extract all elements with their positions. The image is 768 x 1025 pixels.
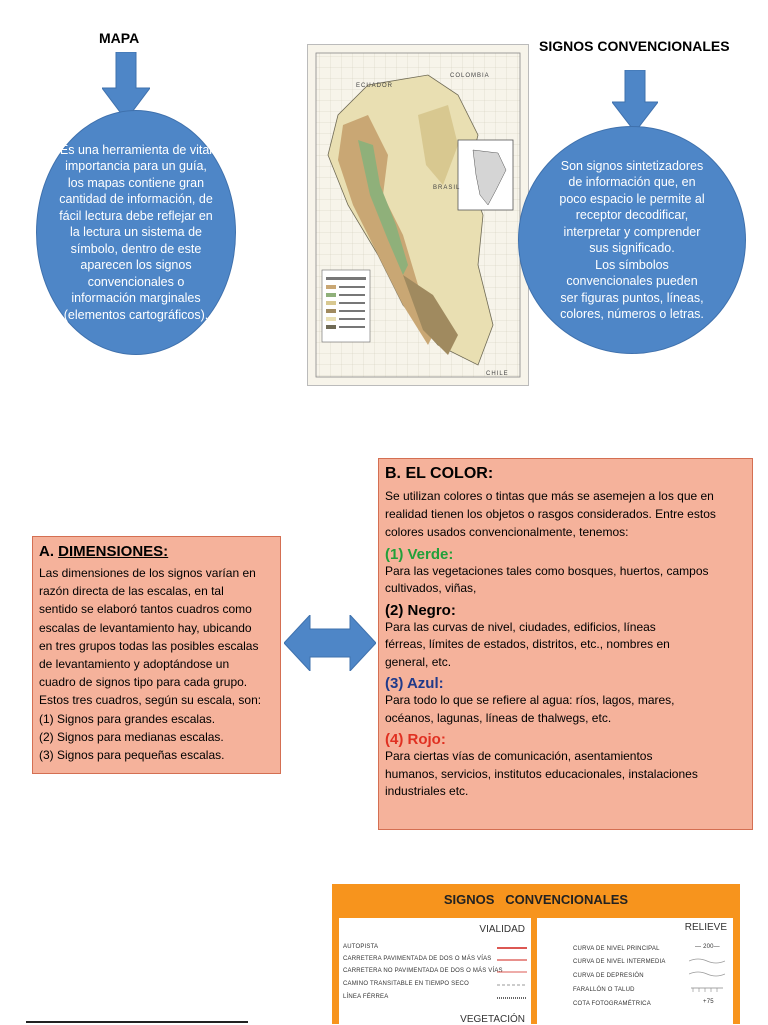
mapa-definition-ellipse <box>36 110 236 355</box>
legend-vialidad-symbols <box>497 944 529 1004</box>
dimensiones-heading <box>39 543 274 560</box>
double-arrow-icon <box>284 615 376 671</box>
color-negro-label: (2) Negro: <box>385 601 456 619</box>
dimensiones-box <box>32 536 281 774</box>
peru-map-graphic <box>308 45 528 385</box>
map-label-brasil: BRASIL <box>433 185 461 191</box>
color-rojo-label: (4) Rojo: <box>385 731 446 749</box>
signos-definition-text: Son signos sintetizadores de información que, en poco espacio le permite al receptor decodificar, interpretar y comprender sus significado. Los símbolos convencionales pueden ser figuras puntos, líneas, colores, números o letras. <box>559 158 705 321</box>
color-azul-text: Para todo lo que se refiere al agua: ríos, lagos, mares, océanos, lagunas, líneas de thalwegs, etc. <box>385 693 675 725</box>
legend-relieve-heading: RELIEVE <box>684 922 727 933</box>
color-intro: Se utilizan colores o tintas que más se asemejen a los que en realidad tienen los objetos o rasgos considerados. Entre estos colores usados convencionalmente, tenemos: <box>385 489 716 540</box>
color-verde-text: Para las vegetaciones tales como bosques, huertos, campos cultivados, viñas, <box>385 563 709 596</box>
dimensiones-prefix: A. <box>39 543 59 560</box>
color-rojo-text: Para ciertas vías de comunicación, asentamientos humanos, servicios, institutos educacionales, instalaciones industriales etc. <box>385 749 698 799</box>
legend-relieve-item: FARALLÓN O TALUD <box>573 987 635 993</box>
legend-relieve-item: CURVA DE NIVEL INTERMEDIA <box>573 959 666 965</box>
legend-relieve-mark: +75 <box>703 999 714 1005</box>
dimensiones-title: DIMENSIONES: <box>58 543 169 560</box>
legend-vialidad-item: AUTOPISTA <box>343 944 379 950</box>
color-title: B. EL COLOR: <box>385 465 494 482</box>
legend-vialidad-item: CAMINO TRANSITABLE EN TIEMPO SECO <box>343 981 469 987</box>
legend-relieve-mark: — 200— <box>695 944 720 950</box>
legend-vialidad-item: LÍNEA FÉRREA <box>343 994 389 1000</box>
map-label-colombia: COLOMBIA <box>450 73 490 79</box>
legend-relieve-symbols <box>689 956 725 996</box>
color-box <box>378 458 753 830</box>
bottom-divider <box>26 1021 248 1023</box>
signos-title: SIGNOS CONVENCIONALES <box>539 38 730 54</box>
legend-vialidad-item: CARRETERA NO PAVIMENTADA DE DOS O MÁS VÍAS <box>343 968 503 974</box>
color-verde-label: (1) Verde: <box>385 545 454 563</box>
peru-map-image <box>307 44 529 386</box>
legend-vialidad-heading: VIALIDAD <box>479 924 525 935</box>
dimensiones-text: Las dimensiones de los signos varían en razón directa de las escalas, en tal sentido se elaboró tantos cuadros como escalas de levantamiento hay, ubicando en tres grupos todas las posibles escalas de levantamiento y adoptándose un cuadro de signos tipo para cada grupo. Estos tres cuadros, según su escala, son: (1) Signos para grandes escalas. (2) Signos para medianas escalas. (3) Signos para pequeñas escalas. <box>39 566 262 763</box>
legend-panel <box>332 884 740 1024</box>
legend-vialidad-item: CARRETERA PAVIMENTADA DE DOS O MÁS VÍAS <box>343 956 492 962</box>
legend-vegetacion-heading: VEGETACIÓN <box>460 1014 525 1025</box>
color-negro-text: Para las curvas de nivel, ciudades, edificios, líneas férreas, límites de estados, distritos, etc., nombres en general, etc. <box>385 619 670 669</box>
signos-definition-ellipse <box>518 126 746 354</box>
legend-relieve-item: CURVA DE DEPRESIÓN <box>573 973 644 979</box>
legend-relieve-item: CURVA DE NIVEL PRINCIPAL <box>573 946 660 952</box>
legend-relieve-panel <box>537 918 733 1024</box>
color-azul-label: (3) Azul: <box>385 675 444 693</box>
map-label-ecuador: ECUADOR <box>356 83 394 89</box>
legend-relieve-item: COTA FOTOGRAMÉTRICA <box>573 1001 651 1007</box>
signos-arrow-down-icon <box>612 70 658 132</box>
mapa-definition-text: Es una herramienta de vital importancia para un guía, los mapas contiene gran cantidad de información, de fácil lectura debe reflejar en la lectura un sistema de símbolo, dentro de este aparecen los signos convencionales o información marginales (elementos cartográficos). <box>59 142 213 322</box>
legend-vialidad-panel <box>339 918 531 1024</box>
legend-title: SIGNOS CONVENCIONALES <box>443 892 629 907</box>
mapa-title: MAPA <box>99 30 140 46</box>
map-label-chile: CHILE <box>486 371 509 377</box>
